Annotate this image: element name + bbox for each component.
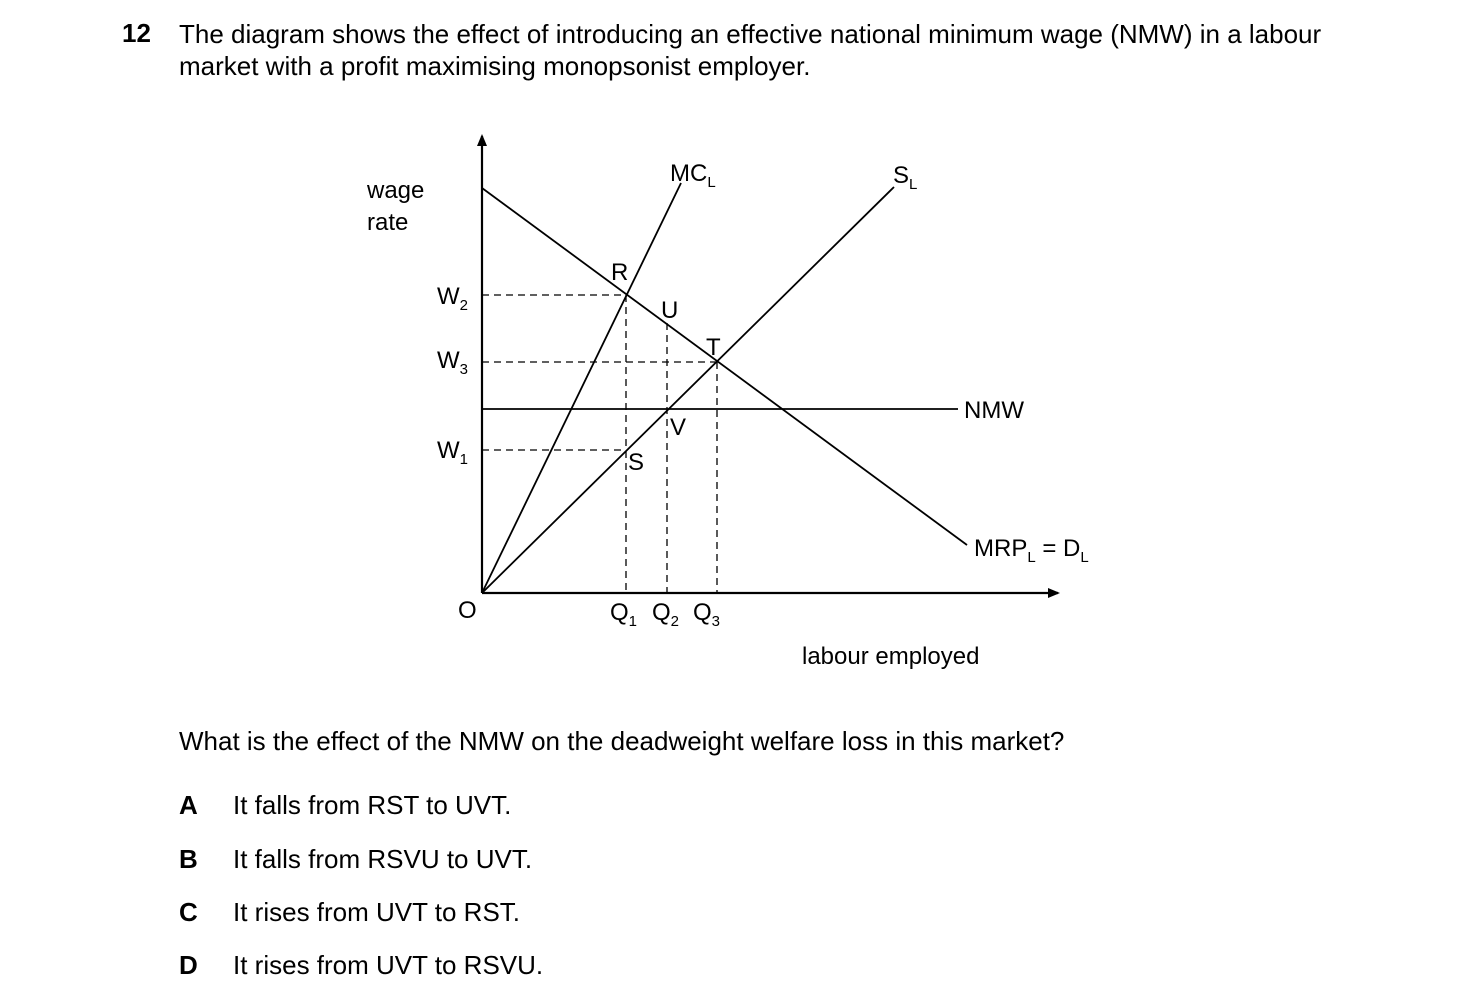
y-axis-label-line-2: rate bbox=[367, 209, 409, 236]
sl-supply-curve bbox=[482, 187, 894, 593]
origin-label: O bbox=[458, 597, 477, 624]
point-r-label: R bbox=[611, 259, 629, 286]
stem-line-2: market with a profit maximising monopsonist employer. bbox=[179, 51, 811, 81]
w2-label: $W_2$ bbox=[437, 283, 468, 314]
option-c-letter: C bbox=[179, 897, 198, 927]
option-b-text: It falls from RSVU to UVT. bbox=[233, 844, 533, 874]
question-prompt: What is the effect of the NMW on the deadweight welfare loss in this market? bbox=[179, 726, 1065, 756]
y-axis-label-line-1: wage bbox=[367, 177, 425, 204]
question-number: 12 bbox=[122, 18, 151, 48]
point-t-label: T bbox=[706, 334, 721, 361]
option-d-letter: D bbox=[179, 950, 198, 980]
stem-line-1: The diagram shows the effect of introducing an effective national minimum wage (NMW) in a labour bbox=[179, 19, 1322, 49]
x-axis-label: labour employed bbox=[802, 643, 980, 670]
option-a-text: It falls from RST to UVT. bbox=[233, 790, 512, 820]
w3-label: $W_3$ bbox=[437, 347, 468, 378]
option-c-text: It rises from UVT to RST. bbox=[233, 897, 521, 927]
mrp-demand-label: $MRP_L = D_L$ bbox=[974, 535, 1089, 566]
option-d-text: It rises from UVT to RSVU. bbox=[233, 950, 544, 980]
point-u-label: U bbox=[661, 297, 679, 324]
mcl-curve bbox=[482, 183, 681, 593]
option-a-letter: A bbox=[179, 790, 198, 820]
q3-label: $Q_3$ bbox=[693, 599, 721, 630]
q1-label: $Q_1$ bbox=[610, 599, 638, 630]
dashed-guides bbox=[482, 295, 717, 593]
point-s-label: S bbox=[628, 449, 645, 476]
nmw-label: NMW bbox=[964, 397, 1024, 424]
mcl-label: $MC_L$ bbox=[670, 160, 716, 191]
mrp-demand-curve bbox=[482, 188, 967, 545]
option-b-letter: B bbox=[179, 844, 198, 874]
w1-label: $W_1$ bbox=[437, 437, 468, 468]
point-v-label: V bbox=[670, 414, 687, 441]
sl-label: $S_L$ bbox=[893, 162, 918, 193]
q2-label: $Q_2$ bbox=[652, 599, 680, 630]
